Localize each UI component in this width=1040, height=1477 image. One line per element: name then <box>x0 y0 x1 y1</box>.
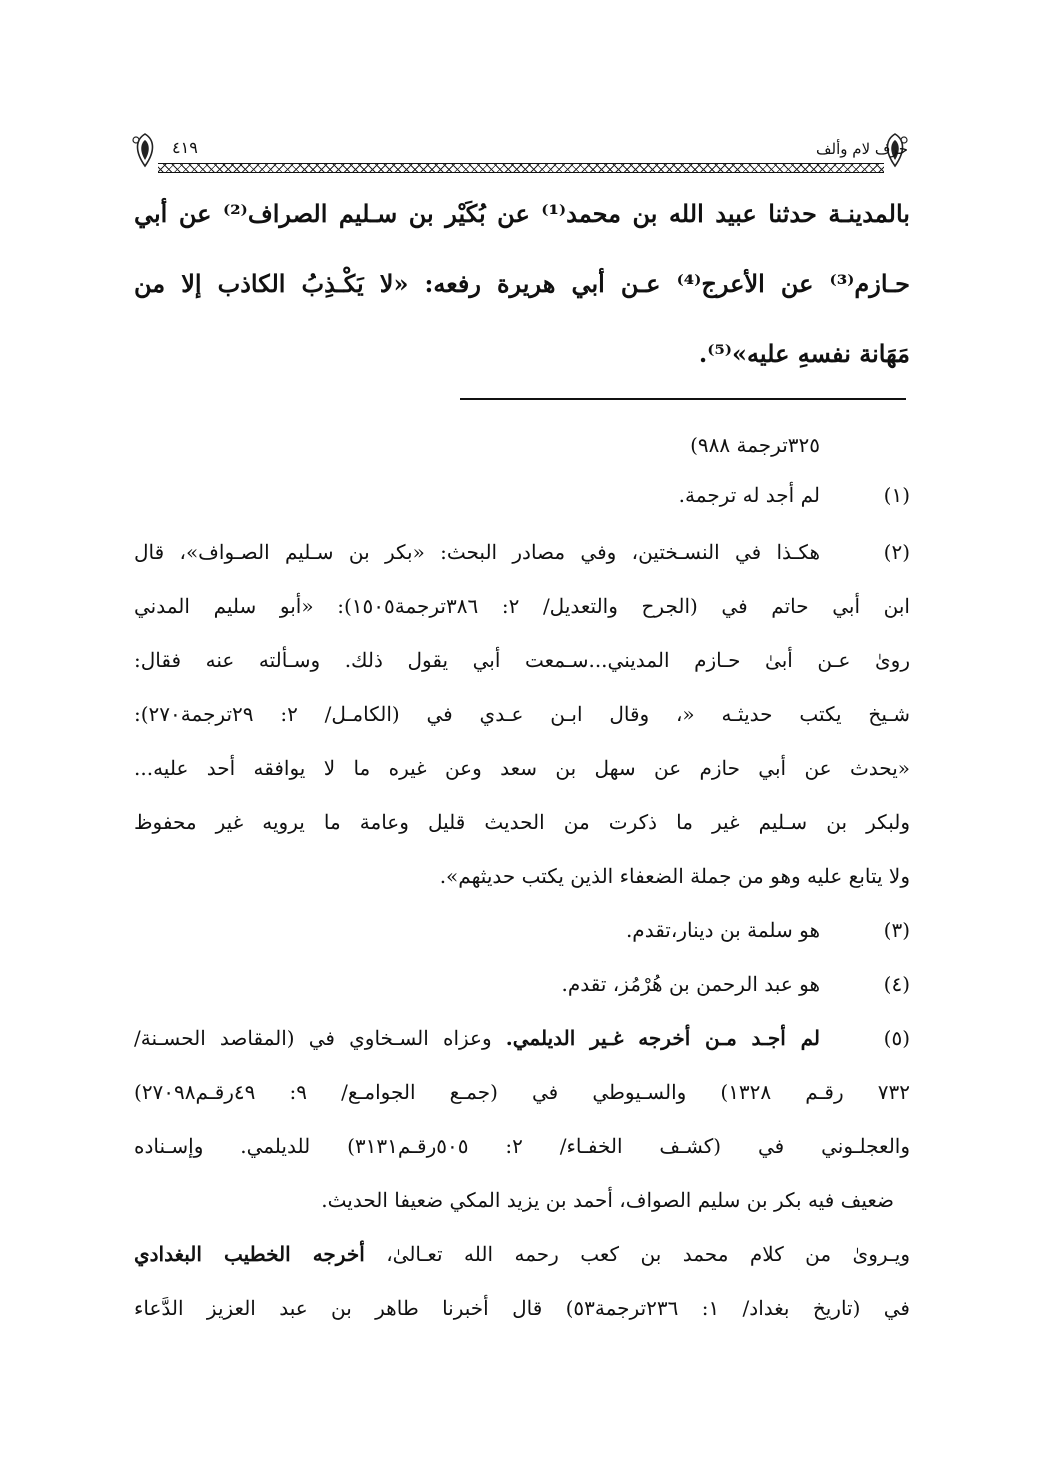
page-number: ٤١٩ <box>172 138 198 157</box>
header-ornament-left-icon <box>130 132 160 168</box>
footnote-line: هو سلمة بن دينار،تقدم. <box>625 918 820 942</box>
footnote-number: (٥) <box>883 1026 910 1050</box>
footnote-bold-source: أخرجه الخطيب البغدادي <box>134 1242 365 1266</box>
footnote-bold-lead: لم أجـد مـن أخرجه غـير الديلمي. <box>505 1026 820 1050</box>
footnote-line: ولبكر بن سـليم غير ما ذكرت من الحديث قليل وعامة ما يرويه غير محفوظ <box>134 810 910 834</box>
chapter-title: حرف لام وألف <box>816 140 908 158</box>
main-line: حـازم⁽³⁾ عن الأعرج⁽⁴⁾ عـن أبي هريرة رفعه: «لا يَكْـذِبُ الكاذب إلا من <box>134 269 910 298</box>
footnote-number: (٤) <box>883 972 910 996</box>
footnote-text: وعزاه السـخاوي في (المقاصد الحسـنة/ <box>134 1026 506 1050</box>
footnote-line: والعجلـوني في (كشـف الخفـاء/ ٢: ٥٠٥رقـم٣١٣١) للديلمي. وإسـناده <box>134 1134 910 1158</box>
footnote-line: روىٰ عـن أبىٰ حـازم المديني...سـمعت أبي يقول ذلك. وسـألته عنه فقال: <box>134 648 910 672</box>
footnote-line: شـيخ يكتب حديثـه «، وقال ابـن عـدي في (الكامـل/ ٢: ٢٩ترجمة٢٧٠): <box>134 702 910 726</box>
footnote-line: ولا يتابع عليه وهو من جملة الضعفاء الذين يكتب حديثهم». <box>439 864 910 888</box>
footnote-line <box>134 1021 820 1059</box>
footnote-line: «يحدث عن أبي حازم عن سهل بن سعد وعن غيره ما لا يوافقه أحد عليه... <box>134 756 910 780</box>
footnote-line: هكـذا في النسـختين، وفي مصادر البحث: «بكر بن سـليم الصـواف»، قال <box>134 540 820 564</box>
footnote-ref-line: ٣٢٥ترجمة ٩٨٨) <box>690 433 820 457</box>
footnote-line <box>134 1237 910 1275</box>
footnote-line: ابن أبي حاتم في (الجرح والتعديل/ ٢: ٣٨٦ترجمة١٥٠٥): «أبو سليم المدني <box>134 594 910 618</box>
main-line: بالمدينـة حدثنا عبيد الله بن محمد⁽¹⁾ عن بُكَيْر بن سـليم الصراف⁽²⁾ عن أبي <box>134 199 910 228</box>
footnote-text: ويـروىٰ من كلام محمد بن كعب رحمه الله تعـالىٰ، <box>364 1242 910 1266</box>
footnote-number: (٢) <box>883 540 910 564</box>
footnote-line: في (تاريخ بغداد/ ١: ٢٣٦ترجمة٥٣) قال أخبرنا طاهر بن عبد العزيز الدَّعاء <box>134 1296 910 1320</box>
main-line: مَهَانة نفسهِ عليه»⁽⁵⁾. <box>698 339 910 368</box>
footnote-number: (١) <box>883 483 910 507</box>
footnote-line: ضعيف فيه بكر بن سليم الصواف، أحمد بن يزيد المكي ضعيفا الحديث. <box>321 1188 894 1212</box>
footnote-number: (٣) <box>883 918 910 942</box>
footnote-line: ٧٣٢ رقـم ١٣٢٨) والسـيوطي في (جمـع الجوامـع/ ٩: ٤٩رقـم٢٧٠٩٨) <box>134 1080 910 1104</box>
header-ornamental-rule <box>158 163 884 173</box>
footnote-line: لم أجد له ترجمة. <box>678 483 820 507</box>
footnote-line: هو عبد الرحمن بن هُرْمُز، تقدم. <box>561 972 820 996</box>
footnote-separator <box>460 398 906 400</box>
